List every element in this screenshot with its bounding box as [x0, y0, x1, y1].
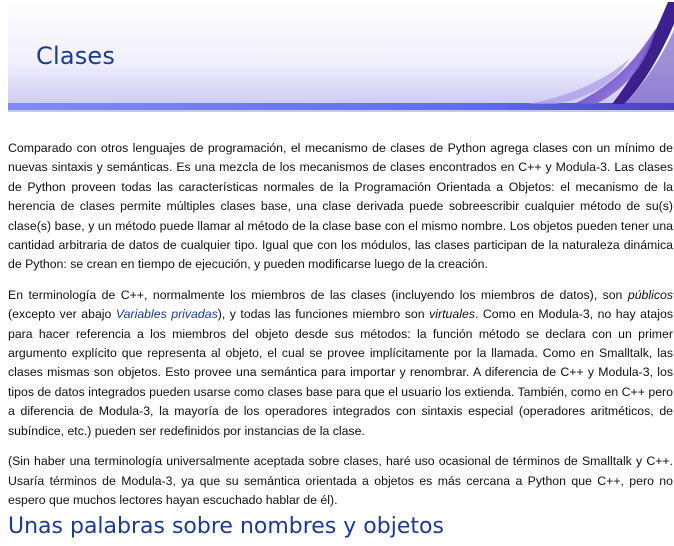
paragraph-note: (Sin haber una terminología universalmente aceptada sobre clases, haré uso ocasional de términos de Smalltalk y C++. Usaría términos de Modula-3, ya que su semántica orientada a objetos es más cercana a Python que C++, pero no espero que muchos lectores hayan escuchado hablar de él).: [8, 454, 673, 507]
emphasis-publicos: públicos: [627, 287, 673, 302]
paragraph-terminology: [8, 286, 673, 441]
paragraph-text: (excepto ver abajo: [8, 307, 116, 322]
paragraph-text: ), y todas las funciones miembro son: [217, 307, 430, 322]
section-heading: Unas palabras sobre nombres y objetos: [8, 514, 444, 539]
link-variables-privadas[interactable]: Variables privadas: [115, 307, 218, 322]
emphasis-virtuales: virtuales: [429, 307, 475, 322]
main-content: [8, 139, 673, 521]
page-title: Clases: [36, 42, 116, 70]
paragraph-intro: Comparado con otros lenguajes de programación, el mecanismo de clases de Python agrega clases con un mínimo de nuevas sintaxis y semánticas. Es una mezcla de los mecanismos de clases encontrados en C++ y Modula-3. Las clases de Python proveen todas las características normales de la Programación Orientada a Objetos: el mecanismo de la herencia de clases permite múltiples clases base, una clase derivada puede sobreescribir cualquier método de su(s) clase(s) base, y un método puede llamar al método de la clase base con el mismo nombre. Los objetos pueden tener una cantidad arbitraria de datos de cualquier tipo. Igual que con los módulos, las clases participan de la naturaleza dinámica de Python: se crean en tiempo de ejecución, y pueden modificarse luego de la creación.: [8, 141, 673, 272]
paragraph-text: . Como en Modula-3, no hay atajos para hacer referencia a los miembros del objeto desde sus métodos: la función método se declara con un primer argumento explícito que representa al objeto, el cual se provee implícitamente por la llamada. Como en Smalltalk, las clases mismas son objetos. Esto provee una semántica para importar y renombrar. A diferencia de C++ y Modula-3, los tipos de datos integrados pueden usarse como clases base para que el usuario los extienda. También, como en C++ pero a diferencia de Modula-3, la mayoría de los operadores integrados con sintaxis especial (operadores aritméticos, de subíndice, etc.) pueden ser redefinidos por instancias de la clase.: [8, 307, 673, 438]
header-banner: [8, 0, 674, 112]
paragraph-text: En terminología de C++, normalmente los miembros de las clases (incluyendo los miembros de datos), son: [8, 287, 628, 302]
